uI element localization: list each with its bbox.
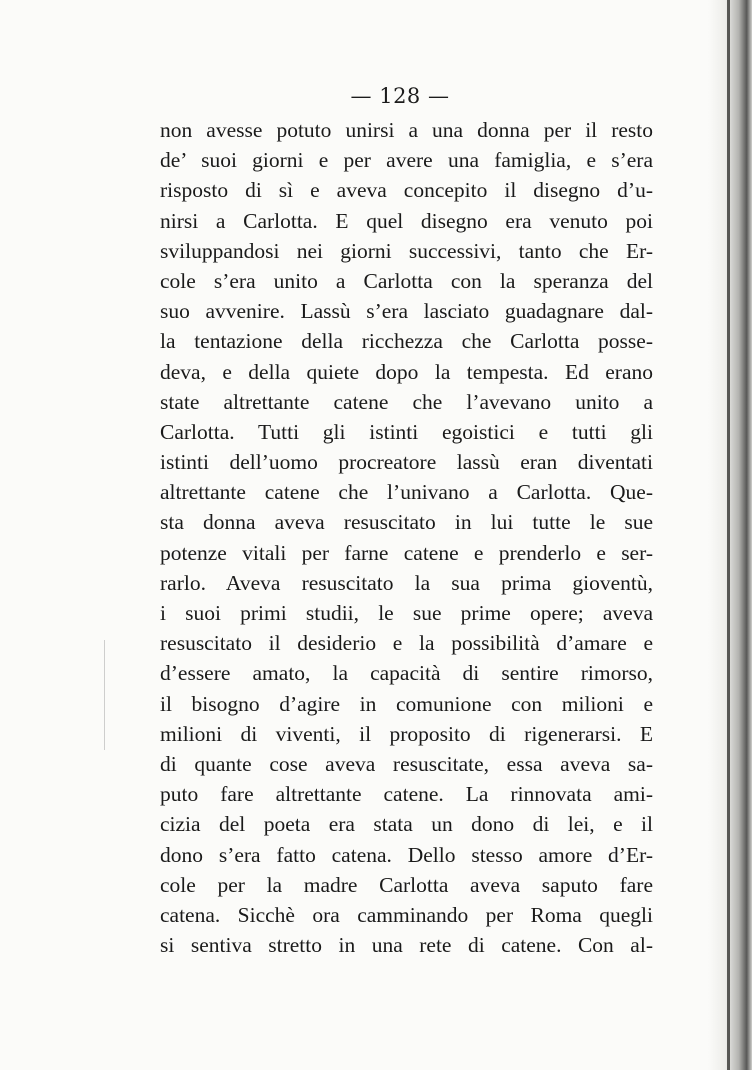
text-line: state altrettante catene che l’avevano unito a <box>160 389 653 414</box>
text-line: si sentiva stretto in una rete di catene. Con al- <box>160 933 653 958</box>
text-line: potenze vitali per farne catene e prenderlo e ser- <box>160 540 653 565</box>
body-text <box>160 115 653 960</box>
text-line: puto fare altrettante catene. La rinnovata ami- <box>160 782 653 807</box>
text-line: de’ suoi giorni e per avere una famiglia, e s’era <box>160 148 653 173</box>
text-line: sta donna aveva resuscitato in lui tutte le sue <box>160 510 653 535</box>
text-line: di quante cose aveva resuscitate, essa aveva sa- <box>160 751 653 776</box>
text-line: cole s’era unito a Carlotta con la speranza del <box>160 268 653 293</box>
text-line: risposto di sì e aveva concepito il disegno d’u- <box>160 178 653 203</box>
text-line: deva, e della quiete dopo la tempesta. Ed erano <box>160 359 653 384</box>
text-line: cole per la madre Carlotta aveva saputo fare <box>160 872 653 897</box>
text-line: istinti dell’uomo procreatore lassù eran diventati <box>160 450 653 475</box>
binding-line <box>727 0 730 1070</box>
text-line: i suoi primi studii, le sue prime opere; aveva <box>160 601 653 625</box>
text-line: sviluppandosi nei giorni successivi, tanto che Er- <box>160 238 653 263</box>
text-line: altrettante catene che l’univano a Carlotta. Que- <box>160 480 653 505</box>
text-line: milioni di viventi, il proposito di rigenerarsi. E <box>160 721 653 746</box>
text-line: non avesse potuto unirsi a una donna per il resto <box>160 118 653 142</box>
margin-mark <box>104 640 105 750</box>
text-line: il bisogno d’agire in comunione con milioni e <box>160 691 653 716</box>
text-line: cizia del poeta era stata un dono di lei, e il <box>160 812 653 837</box>
text-line: catena. Sicchè ora camminando per Roma quegli <box>160 902 653 927</box>
text-line: Carlotta. Tutti gli istinti egoistici e tutti gli <box>160 419 653 444</box>
text-line: nirsi a Carlotta. E quel disegno era venuto poi <box>160 208 653 233</box>
text-line: resuscitato il desiderio e la possibilità d’amare e <box>160 631 653 656</box>
text-line: la tentazione della ricchezza che Carlotta posse- <box>160 329 653 354</box>
text-line: dono s’era fatto catena. Dello stesso amore d’Er- <box>160 842 653 867</box>
page-number: — 128 — <box>350 84 450 108</box>
text-line: rarlo. Aveva resuscitato la sua prima gioventù, <box>160 570 653 595</box>
binding-shadow <box>708 0 752 1070</box>
text-line: suo avvenire. Lassù s’era lasciato guadagnare dal- <box>160 299 653 324</box>
text-line: d’essere amato, la capacità di sentire rimorso, <box>160 661 653 686</box>
